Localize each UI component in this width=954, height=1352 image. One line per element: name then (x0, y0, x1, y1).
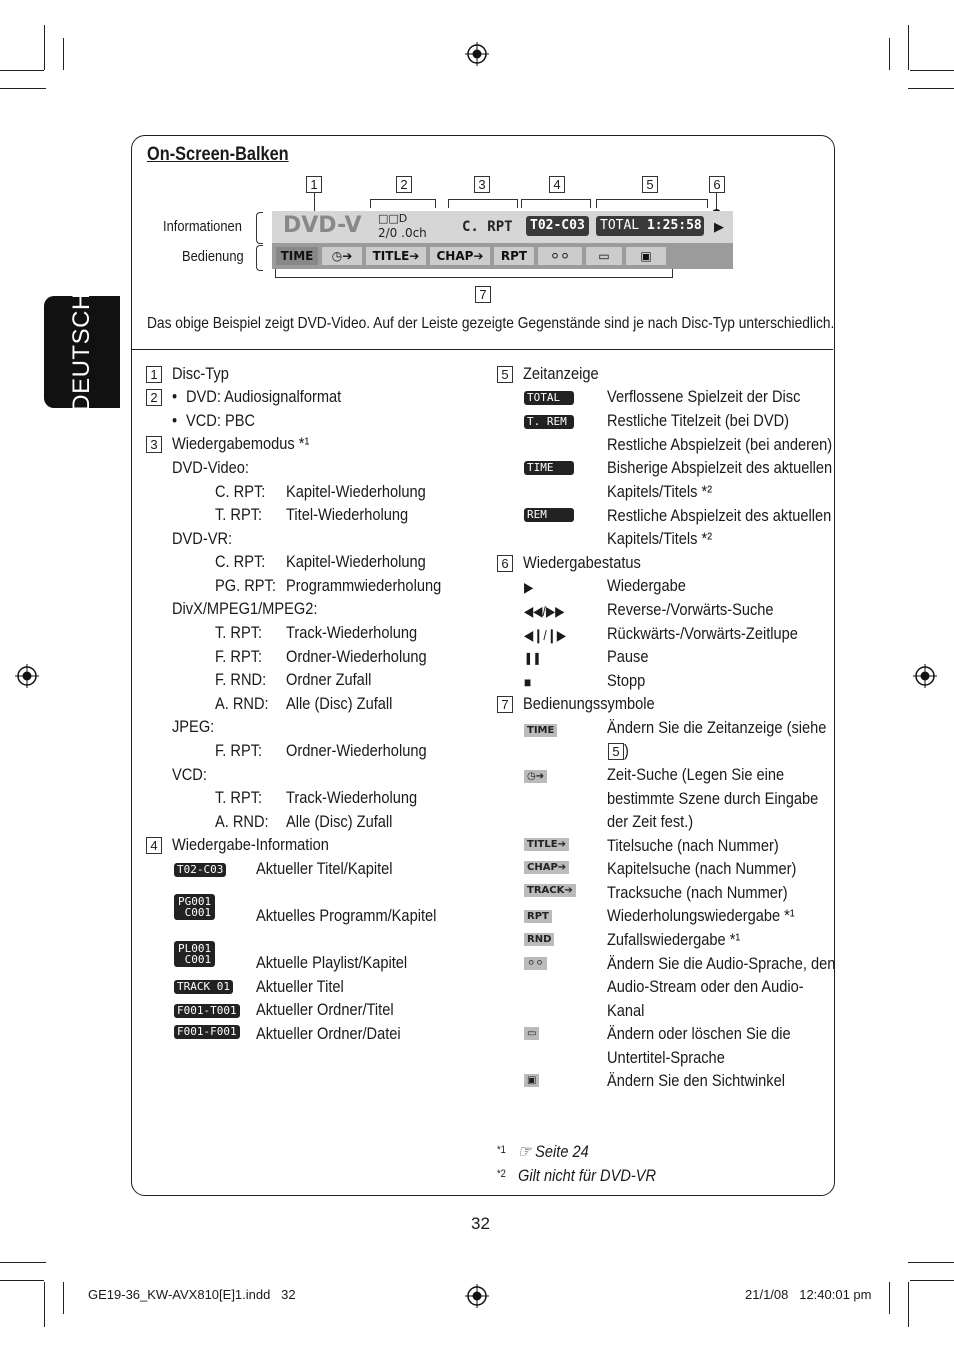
total-label: TOTAL (600, 218, 640, 233)
mode-key: A. RND: (215, 812, 269, 831)
op-text: Zufallswiedergabe *¹ (607, 930, 741, 949)
op-chip: RPT (524, 910, 552, 923)
op-chip: ⚪⚪ (524, 957, 547, 970)
item-2-bullet-1: DVD: Audiosignalformat (186, 387, 342, 406)
crop-mark (0, 70, 44, 71)
language-tab (44, 292, 120, 412)
time-button[interactable]: TIME (276, 247, 318, 265)
status-text: Rückwärts-/Vorwärts-Zeitlupe (607, 624, 798, 643)
footnote-mark: *2 (497, 1168, 506, 1180)
time-text: Kapitels/Titels *² (607, 482, 713, 501)
item-num-5: 5 (497, 366, 513, 383)
mode-value: Kapitel-Wiederholung (286, 552, 426, 571)
repeat-mode: C. RPT (462, 219, 513, 235)
item-5-text: Zeitanzeige (523, 364, 599, 383)
marker-4: 4 (549, 176, 565, 193)
item-num-4: 4 (146, 837, 162, 854)
subhead-vcd: VCD: (172, 765, 207, 784)
status-text: Pause (607, 647, 649, 666)
info-chip: PG001 C001 (174, 894, 215, 920)
info-chip: F001-T001 (174, 1004, 240, 1018)
mode-value: Track-Wiederholung (286, 788, 418, 807)
subhead-dvd-video: DVD-Video: (172, 458, 249, 477)
footer-file: GE19-36_KW-AVX810[E]1.indd 32 (88, 1287, 296, 1302)
row-label-info: Informationen (163, 218, 242, 235)
time-text: Restliche Abspielzeit (bei anderen) (607, 435, 833, 454)
crop-mark (908, 1282, 909, 1327)
search-status-icon: ◀◀/▶▶ (524, 603, 565, 619)
ref-number: 5 (608, 743, 624, 760)
marker-6: 6 (709, 176, 725, 193)
subhead-jpeg: JPEG: (172, 717, 215, 736)
info-text: Aktueller Ordner/Datei (256, 1024, 401, 1043)
crop-mark (63, 1282, 64, 1314)
op-chip: TRACK➔ (524, 884, 576, 897)
status-text: Wiedergabe (607, 576, 686, 595)
title-search-button[interactable]: TITLE➔ (366, 247, 426, 265)
footnote-text: ☞ Seite 24 (518, 1142, 589, 1161)
time-chip: TIME (524, 461, 574, 475)
mode-value: Programmwiederholung (286, 576, 442, 595)
audio-format-top: □□D (378, 212, 408, 225)
mode-value: Alle (Disc) Zufall (286, 694, 393, 713)
op-text: Untertitel-Sprache (607, 1048, 725, 1067)
footnote-text: Gilt nicht für DVD-VR (518, 1166, 657, 1185)
op-text: ) (624, 741, 629, 760)
item-num-1: 1 (146, 366, 162, 383)
section-divider (132, 349, 833, 350)
mode-key: A. RND: (215, 694, 269, 713)
slow-status-icon: ◀❙/❙▶ (524, 627, 567, 643)
info-text: Aktueller Titel (256, 977, 344, 996)
info-chip: F001-F001 (174, 1025, 240, 1039)
registration-mark-icon (15, 664, 39, 688)
mode-key: T. RPT: (215, 788, 263, 807)
op-chip: ▭ (524, 1027, 539, 1040)
crop-mark (908, 1262, 954, 1263)
item-6-text: Wiedergabestatus (523, 553, 641, 572)
info-text: Aktueller Ordner/Titel (256, 1000, 394, 1019)
mode-key: PG. RPT: (215, 576, 276, 595)
bullet: • (172, 411, 178, 430)
bracket (275, 269, 673, 278)
crop-mark (910, 70, 954, 71)
registration-mark-icon (913, 664, 937, 688)
mode-key: C. RPT: (215, 552, 266, 571)
crop-mark (0, 1280, 44, 1281)
mode-value: Ordner Zufall (286, 670, 372, 689)
op-text: der Zeit fest.) (607, 812, 694, 831)
mode-value: Ordner-Wiederholung (286, 741, 427, 760)
op-chip: ▣ (524, 1074, 539, 1087)
op-text: Ändern Sie die Audio-Sprache, den (607, 954, 836, 973)
crop-mark (44, 25, 45, 70)
subhead-dvd-vr: DVD-VR: (172, 529, 233, 548)
crop-mark (44, 1282, 45, 1327)
mode-value: Titel-Wiederholung (286, 505, 409, 524)
row-label-operation: Bedienung (182, 248, 244, 265)
item-2-bullet-2: VCD: PBC (186, 411, 256, 430)
time-text: Verflossene Spielzeit der Disc (607, 387, 801, 406)
section-title: On-Screen-Balken (147, 144, 289, 165)
status-text: Stopp (607, 671, 646, 690)
op-chip: RND (524, 933, 554, 946)
info-text: Aktuelles Programm/Kapitel (256, 906, 437, 925)
repeat-button[interactable]: RPT (494, 247, 534, 265)
info-chip: PL001 C001 (174, 941, 215, 967)
total-time-display (596, 216, 704, 236)
disc-type: DVD-V (283, 213, 362, 238)
mode-key: T. RPT: (215, 623, 263, 642)
time-chip: REM (524, 508, 574, 522)
time-chip: TOTAL (524, 391, 574, 405)
play-icon: ▶ (714, 219, 724, 234)
op-chip: ◷➔ (524, 770, 547, 783)
bracket (596, 199, 708, 208)
language-tab-label: DEUTSCH (68, 292, 95, 412)
crop-mark (910, 1280, 954, 1281)
bracket (370, 199, 436, 208)
mode-value: Alle (Disc) Zufall (286, 812, 393, 831)
mode-key: C. RPT: (215, 482, 266, 501)
marker-3: 3 (474, 176, 490, 193)
time-text: Restliche Abspielzeit des aktuellen (607, 506, 832, 525)
crop-mark (889, 38, 890, 70)
mode-value: Kapitel-Wiederholung (286, 482, 426, 501)
caption: Das obige Beispiel zeigt DVD-Video. Auf der Leiste gezeigte Gegenstände sind je nach Disc-Typ unterschiedlich. (147, 315, 835, 332)
op-text: Kapitelsuche (nach Nummer) (607, 859, 797, 878)
mode-key: F. RND: (215, 670, 267, 689)
op-text: Wiederholungswiedergabe *¹ (607, 906, 795, 925)
bracket (256, 212, 263, 244)
bracket (256, 245, 263, 271)
time-text: Restliche Titelzeit (bei DVD) (607, 411, 789, 430)
op-text: Zeit-Suche (Legen Sie eine (607, 765, 785, 784)
footnote-mark: *1 (497, 1144, 506, 1156)
crop-mark (0, 1262, 46, 1263)
op-chip: TIME (524, 724, 557, 737)
item-num-6: 6 (497, 555, 513, 572)
stop-status-icon: ■ (524, 674, 532, 690)
chapter-search-button[interactable]: CHAP➔ (430, 247, 490, 265)
op-text: Ändern oder löschen Sie die (607, 1024, 791, 1043)
time-search-button[interactable]: ◷➔ (322, 247, 362, 265)
play-status-icon: ▶ (524, 579, 534, 595)
op-text: Ändern Sie die Zeitanzeige (siehe (607, 718, 827, 737)
subhead-divx: DivX/MPEG1/MPEG2: (172, 599, 318, 618)
pause-status-icon: ❚❚ (524, 651, 542, 665)
op-chip: TITLE➔ (524, 838, 569, 851)
mode-key: T. RPT: (215, 505, 263, 524)
time-text: Kapitels/Titels *² (607, 529, 713, 548)
crop-mark (63, 38, 64, 70)
bracket (521, 199, 591, 208)
op-text: Kanal (607, 1001, 645, 1020)
marker-2: 2 (396, 176, 412, 193)
item-1-text: Disc-Typ (172, 364, 229, 383)
info-text: Aktueller Titel/Kapitel (256, 859, 393, 878)
total-time: 1:25:58 (646, 218, 702, 233)
mode-key: F. RPT: (215, 741, 263, 760)
mode-value: Track-Wiederholung (286, 623, 418, 642)
info-chip: TRACK 01 (174, 980, 233, 994)
bracket (448, 199, 518, 208)
registration-mark-icon (465, 42, 489, 66)
item-num-2: 2 (146, 389, 162, 406)
item-3-text: Wiedergabemodus *¹ (172, 434, 310, 453)
op-text: Ändern Sie den Sichtwinkel (607, 1071, 785, 1090)
item-num-3: 3 (146, 436, 162, 453)
item-7-text: Bedienungssymbole (523, 694, 655, 713)
mode-value: Ordner-Wiederholung (286, 647, 427, 666)
footer-date: 21/1/08 12:40:01 pm (745, 1287, 872, 1302)
title-chapter-display: T02-C03 (526, 216, 589, 236)
op-chip: CHAP➔ (524, 861, 569, 874)
op-text: Audio-Stream oder den Audio- (607, 977, 804, 996)
crop-mark (0, 88, 46, 89)
crop-mark (908, 88, 954, 89)
op-text: bestimmte Szene durch Eingabe (607, 789, 819, 808)
op-text: Tracksuche (nach Nummer) (607, 883, 788, 902)
item-num-7: 7 (497, 696, 513, 713)
item-4-text: Wiedergabe-Information (172, 835, 329, 854)
marker-7: 7 (475, 286, 491, 303)
marker-1: 1 (306, 176, 322, 193)
bullet: • (172, 387, 178, 406)
angle-button[interactable]: ▣ (626, 247, 666, 265)
time-chip: T. REM (524, 415, 574, 429)
op-text: Titelsuche (nach Nummer) (607, 836, 779, 855)
crop-mark (889, 1282, 890, 1314)
audio-format-bottom: 2/0 .0ch (378, 226, 427, 240)
subtitle-button[interactable]: ▭ (586, 247, 622, 265)
marker-5: 5 (642, 176, 658, 193)
status-text: Reverse-/Vorwärts-Suche (607, 600, 774, 619)
info-chip: T02-C03 (174, 863, 226, 877)
crop-mark (908, 25, 909, 70)
page-number: 32 (471, 1214, 490, 1233)
info-text: Aktuelle Playlist/Kapitel (256, 953, 408, 972)
time-text: Bisherige Abspielzeit des aktuellen (607, 458, 833, 477)
mode-key: F. RPT: (215, 647, 263, 666)
registration-mark-icon (465, 1284, 489, 1308)
audio-button[interactable]: ⚪⚪ (538, 247, 582, 265)
